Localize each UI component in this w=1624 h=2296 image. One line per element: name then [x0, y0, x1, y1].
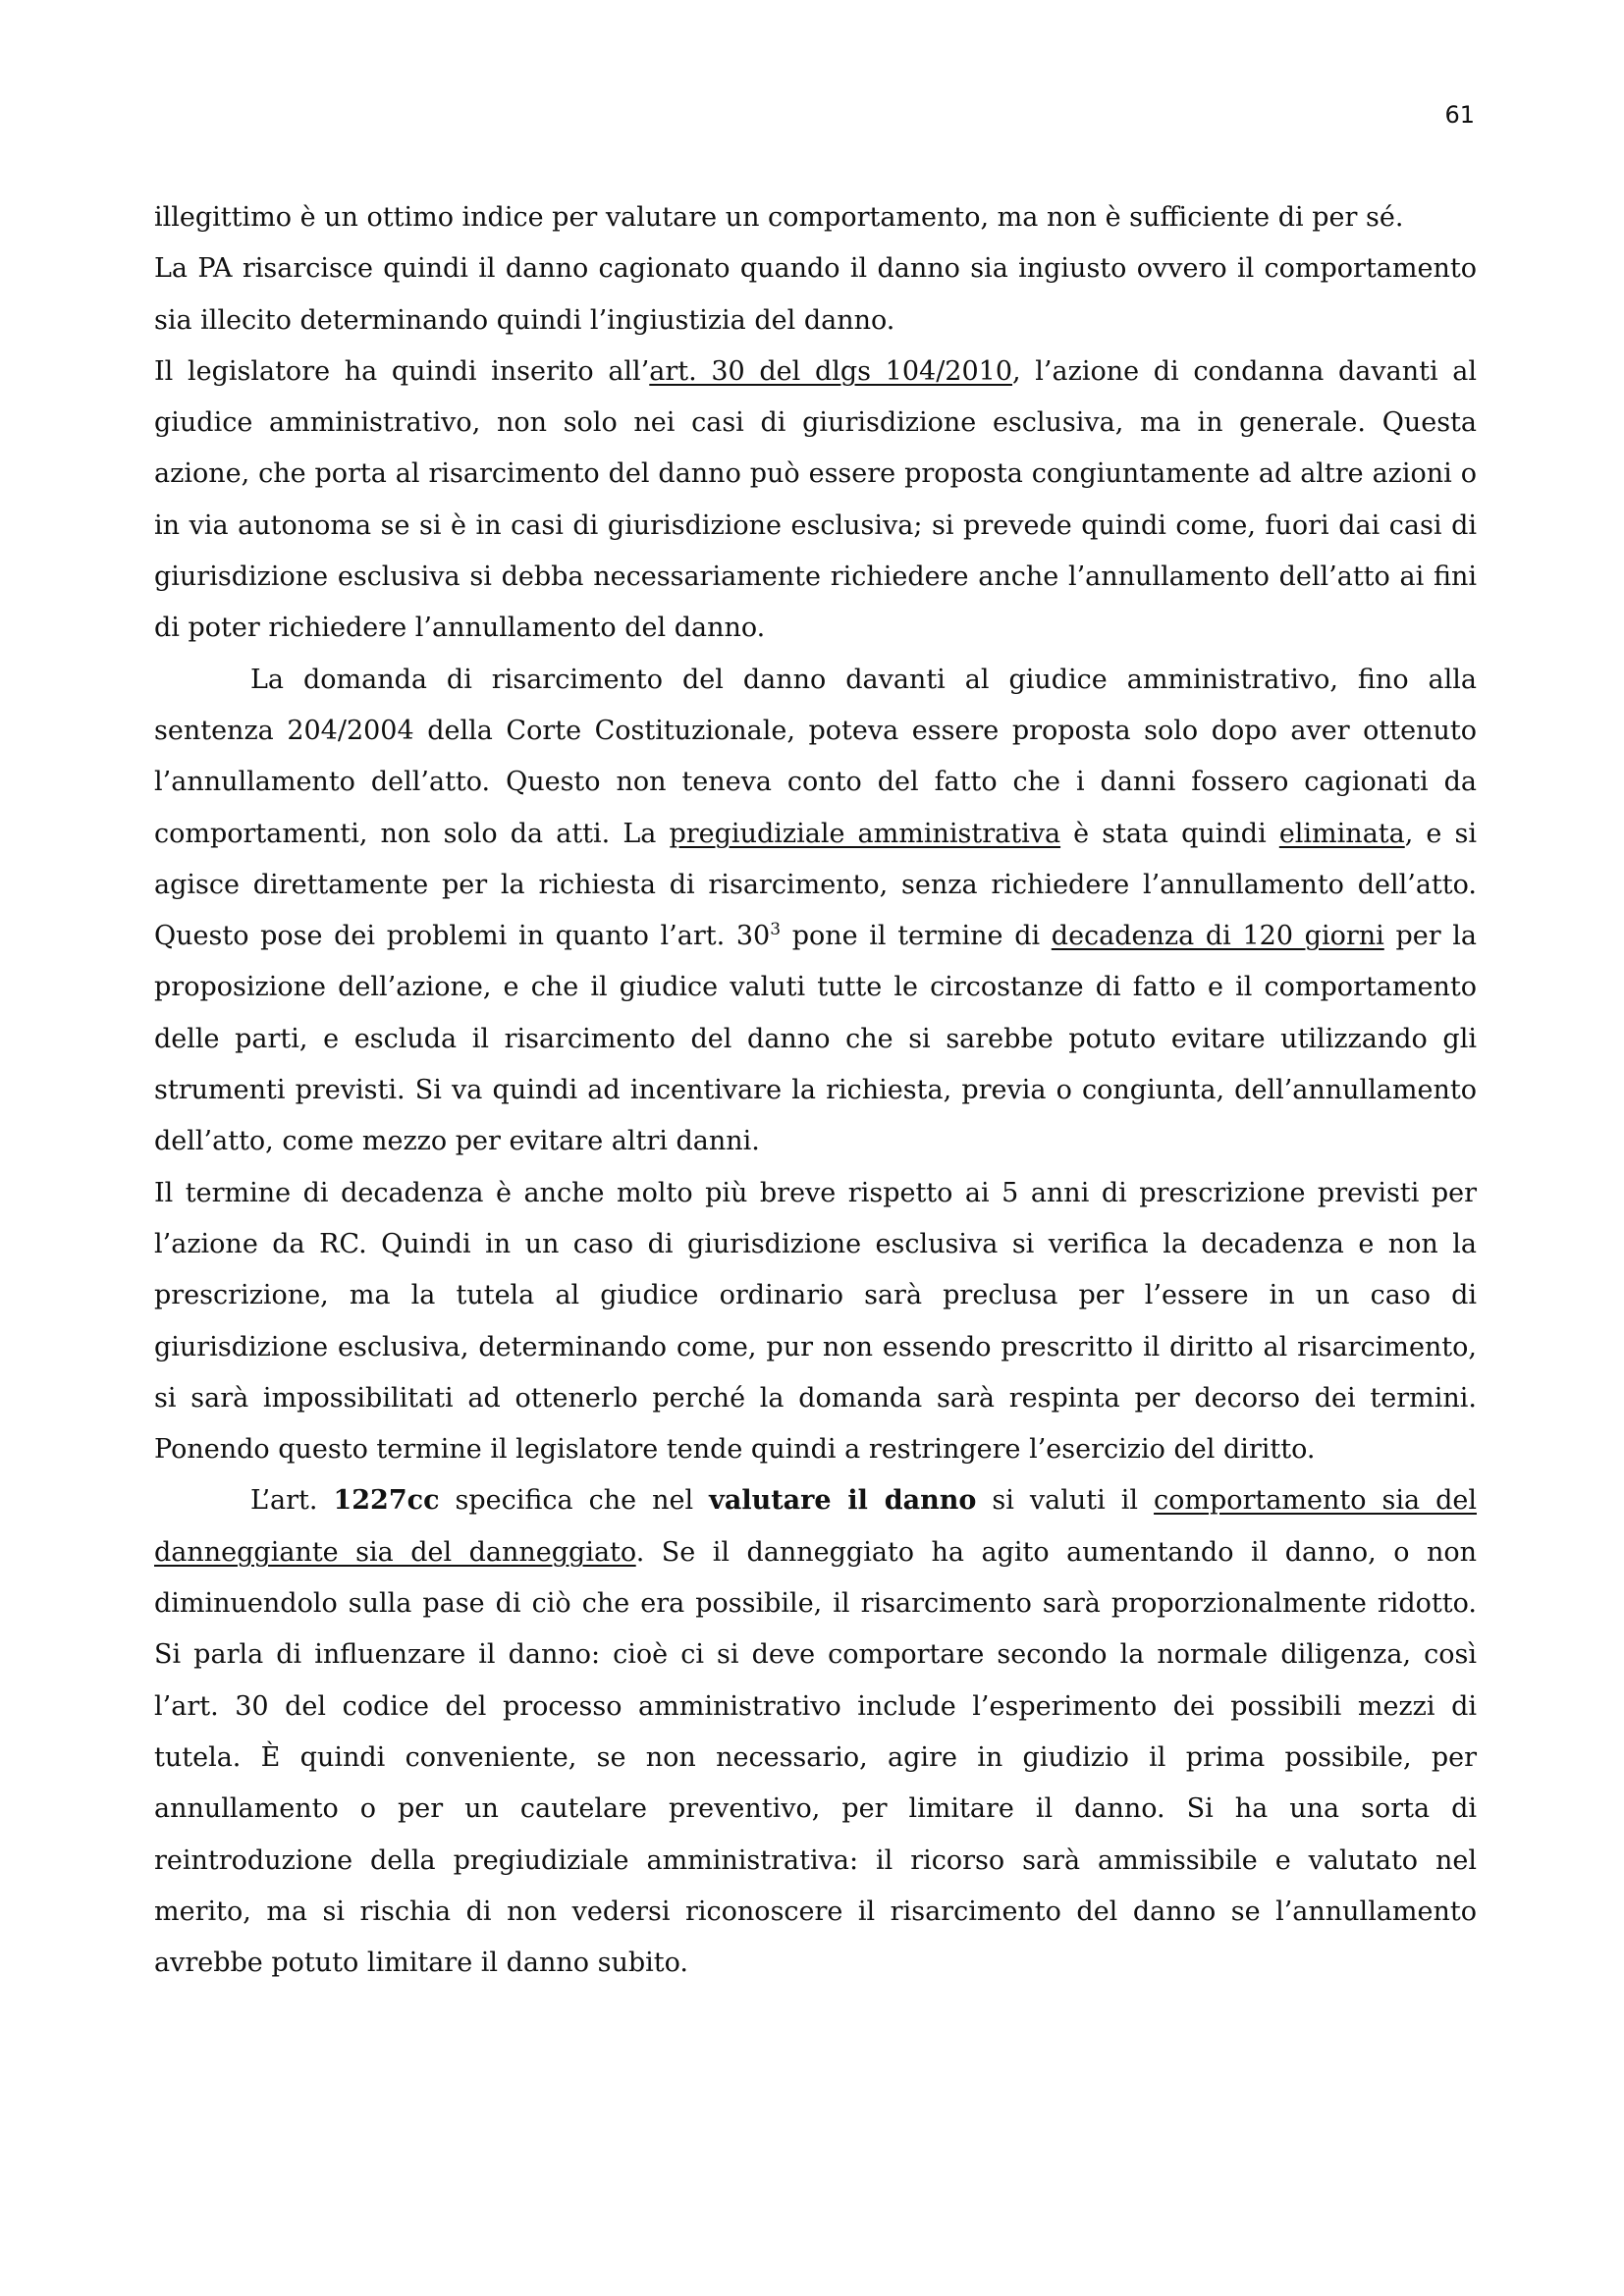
paragraph: [154, 192, 1477, 243]
underlined-term: decadenza di 120 giorni: [1051, 921, 1384, 952]
paragraph-text: L’art.: [250, 1485, 334, 1517]
paragraph: [154, 347, 1477, 655]
underlined-reference: art. 30 del dlgs 104/2010: [649, 355, 1013, 387]
paragraph-text: pone il termine di: [781, 921, 1052, 952]
paragraph-text: La PA risarcisce quindi il danno cagionato quando il danno sia ingiusto ovvero il comportamento sia illecito determinando quindi l’ingiustizia del danno.: [154, 253, 1477, 336]
bold-term: valutare il danno: [709, 1485, 977, 1517]
paragraph: [154, 655, 1477, 1168]
underlined-term: comportamento sia del danneggiante sia del danneggiato: [154, 1485, 1477, 1568]
paragraph-text: è stata quindi: [1060, 818, 1279, 849]
paragraph: [154, 243, 1477, 347]
underlined-term: pregiudiziale amministrativa: [669, 818, 1061, 849]
footnote-superscript: 3: [770, 920, 782, 940]
paragraph-text: si valuti il: [976, 1485, 1155, 1517]
paragraph-text: specifica che nel: [439, 1485, 710, 1517]
paragraph-text: , e si agisce direttamente per la richiesta di risarcimento, senza richiedere l’annullamento dell’atto. Questo pose dei problemi in quanto l’art. 30: [154, 818, 1477, 952]
paragraph-text: , l’azione di condanna davanti al giudice amministrativo, non solo nei casi di giurisdizione esclusiva, ma in generale. Questa azione, che porta al risarcimento del danno può essere proposta congiuntamente ad altre azioni o in via autonoma se si è in casi di giurisdizione esclusiva; si prevede quindi come, fuori dai casi di giurisdizione esclusiva si debba necessariamente richiedere anche l’annullamento dell’atto ai fini di poter richiedere l’annullamento del danno.: [154, 355, 1477, 644]
paragraph: [154, 1475, 1477, 1989]
paragraph-text: Il legislatore ha quindi inserito all’: [154, 355, 650, 387]
document-body: [154, 192, 1477, 1989]
paragraph-text: La domanda di risarcimento del danno davanti al giudice amministrativo, fino alla sentenza 204/2004 della Corte Costituzionale, poteva essere proposta solo dopo aver ottenuto l’annullamento dell’atto. Questo non teneva conto del fatto che i danni fossero cagionati da comportamenti, non solo da atti. La: [154, 664, 1477, 849]
paragraph-text: illegittimo è un ottimo indice per valutare un comportamento, ma non è sufficiente di per sé.: [154, 202, 1404, 233]
bold-term: 1227cc: [333, 1485, 440, 1517]
paragraph-text: . Se il danneggiato ha agito aumentando il danno, o non diminuendolo sulla pase di ciò che era possibile, il risarcimento sarà proporzionalmente ridotto. Si parla di influenzare il danno: cioè ci si deve comportare secondo la normale diligenza, così l’art. 30 del codice del processo amministrativo include l’esperimento dei possibili mezzi di tutela. È quindi conveniente, se non necessario, agire in giudizio il prima possibile, per annullamento o per un cautelare preventivo, per limitare il danno. Si ha una sorta di reintroduzione della pregiudiziale amministrativa: il ricorso sarà ammissibile e valutato nel merito, ma si rischia di non vedersi riconoscere il risarcimento del danno se l’annullamento avrebbe potuto limitare il danno subito.: [154, 1536, 1477, 1979]
underlined-term: eliminata: [1278, 818, 1405, 849]
paragraph-text: Il termine di decadenza è anche molto più breve rispetto ai 5 anni di prescrizione previsti per l’azione da RC. Quindi in un caso di giurisdizione esclusiva si verifica la decadenza e non la prescrizione, ma la tutela al giudice ordinario sarà preclusa per l’essere in un caso di giurisdizione esclusiva, determinando come, pur non essendo prescritto il diritto al risarcimento, si sarà impossibilitati ad ottenerlo perché la domanda sarà respinta per decorso dei termini. Ponendo questo termine il legislatore tende quindi a restringere l’esercizio del diritto.: [154, 1177, 1477, 1466]
page-number: 61: [1444, 101, 1475, 129]
paragraph: [154, 1168, 1477, 1476]
paragraph-text: per la proposizione dell’azione, e che il giudice valuti tutte le circostanze di fatto e il comportamento delle parti, e escluda il risarcimento del danno che si sarebbe potuto evitare utilizzando gli strumenti previsti. Si va quindi ad incentivare la richiesta, previa o congiunta, dell’annullamento dell’atto, come mezzo per evitare altri danni.: [154, 921, 1477, 1157]
